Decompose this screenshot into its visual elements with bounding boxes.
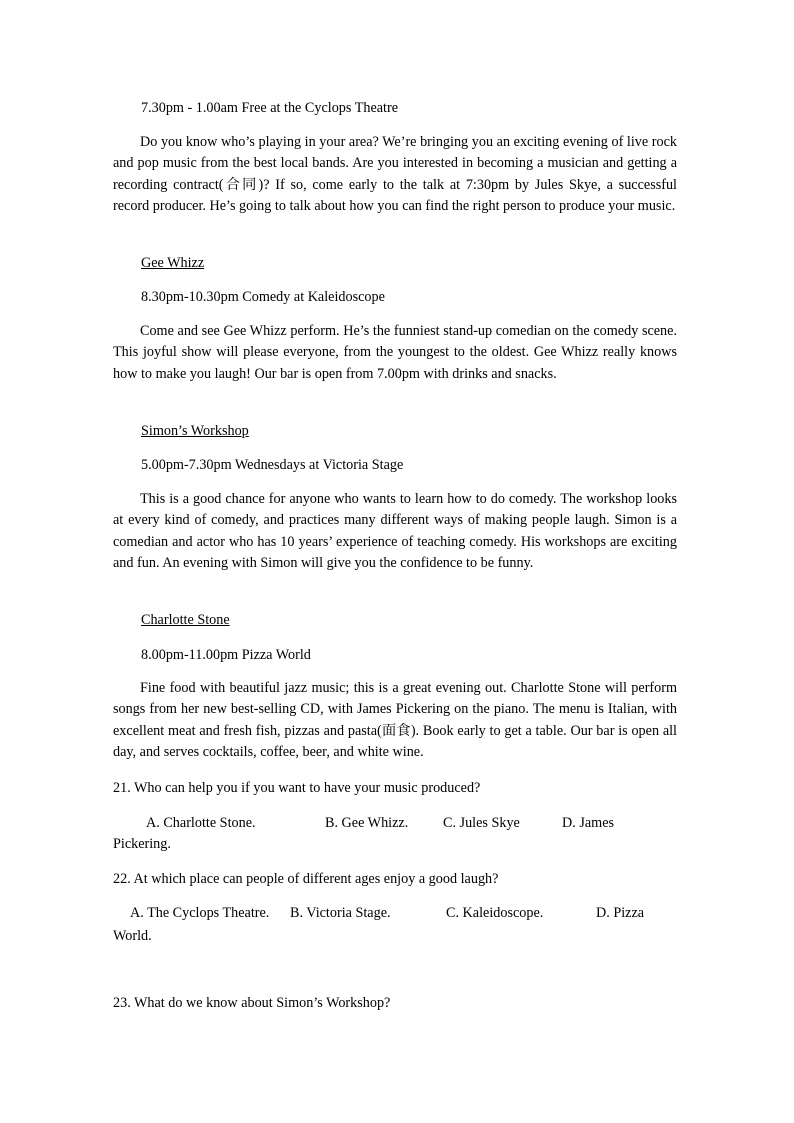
question-21-option-d-wrap: Pickering. <box>113 836 171 852</box>
event3-time: 5.00pm-7.30pm Wednesdays at Victoria Stage <box>141 457 404 473</box>
event1-description-text: Do you know who’s playing in your area? We’re bringing you an exciting evening of live rock and pop music from the best local bands. Are you interested in becoming a musician and getting a recording contract(合同)? If so, come early to the talk at 7:30pm by Jules Skye, a successful record producer. He’s going to talk about how you can find the right person to produce your music. <box>113 134 677 215</box>
question-21-option-b: B. Gee Whizz. <box>325 815 409 831</box>
event3-name: Simon’s Workshop <box>141 423 249 439</box>
event4-description-text: Fine food with beautiful jazz music; this is a great evening out. Charlotte Stone will perform songs from her new best-selling CD, with James Pickering on the piano. The menu is Italian, with excellent meat and fresh fish, pizzas and pasta(面食). Book early to get a table. Our bar is open all day, and serves cocktails, coffee, beer, and white wine. <box>113 680 677 761</box>
event2-description <box>113 321 677 385</box>
question-21-option-a: A. Charlotte Stone. <box>146 815 256 831</box>
question-23-stem: 23. What do we know about Simon’s Workshop? <box>113 995 391 1011</box>
question-22-option-c: C. Kaleidoscope. <box>446 905 544 921</box>
event1-time: 7.30pm - 1.00am Free at the Cyclops Theatre <box>141 100 399 116</box>
event2-name: Gee Whizz <box>141 255 205 271</box>
event2-description-text: Come and see Gee Whizz perform. He’s the funniest stand-up comedian on the comedy scene. This joyful show will please everyone, from the youngest to the oldest. Gee Whizz really knows how to make you laugh! Our bar is open from 7.00pm with drinks and snacks. <box>113 323 677 382</box>
question-22-option-b: B. Victoria Stage. <box>290 905 391 921</box>
event4-time: 8.00pm-11.00pm Pizza World <box>141 647 311 663</box>
event3-description <box>113 489 677 575</box>
question-22-option-d: D. Pizza <box>596 905 645 921</box>
event3-description-text: This is a good chance for anyone who wants to learn how to do comedy. The workshop looks at every kind of comedy, and practices many different ways of making people laugh. Simon is a comedian and actor who has 10 years’ experience of teaching comedy. His workshops are exciting and fun. An evening with Simon will give you the confidence to be funny. <box>113 491 677 572</box>
event4-name: Charlotte Stone <box>141 612 230 628</box>
question-22-option-d-wrap: World. <box>113 928 152 944</box>
question-21-option-c: C. Jules Skye <box>443 815 520 831</box>
event1-description <box>113 132 677 218</box>
question-22-option-a: A. The Cyclops Theatre. <box>130 905 270 921</box>
question-21-option-d: D. James <box>562 815 615 831</box>
event2-time: 8.30pm-10.30pm Comedy at Kaleidoscope <box>141 289 385 305</box>
question-22-stem: 22. At which place can people of different ages enjoy a good laugh? <box>113 871 499 887</box>
question-21-stem: 21. Who can help you if you want to have your music produced? <box>113 780 481 796</box>
event4-description <box>113 678 677 764</box>
